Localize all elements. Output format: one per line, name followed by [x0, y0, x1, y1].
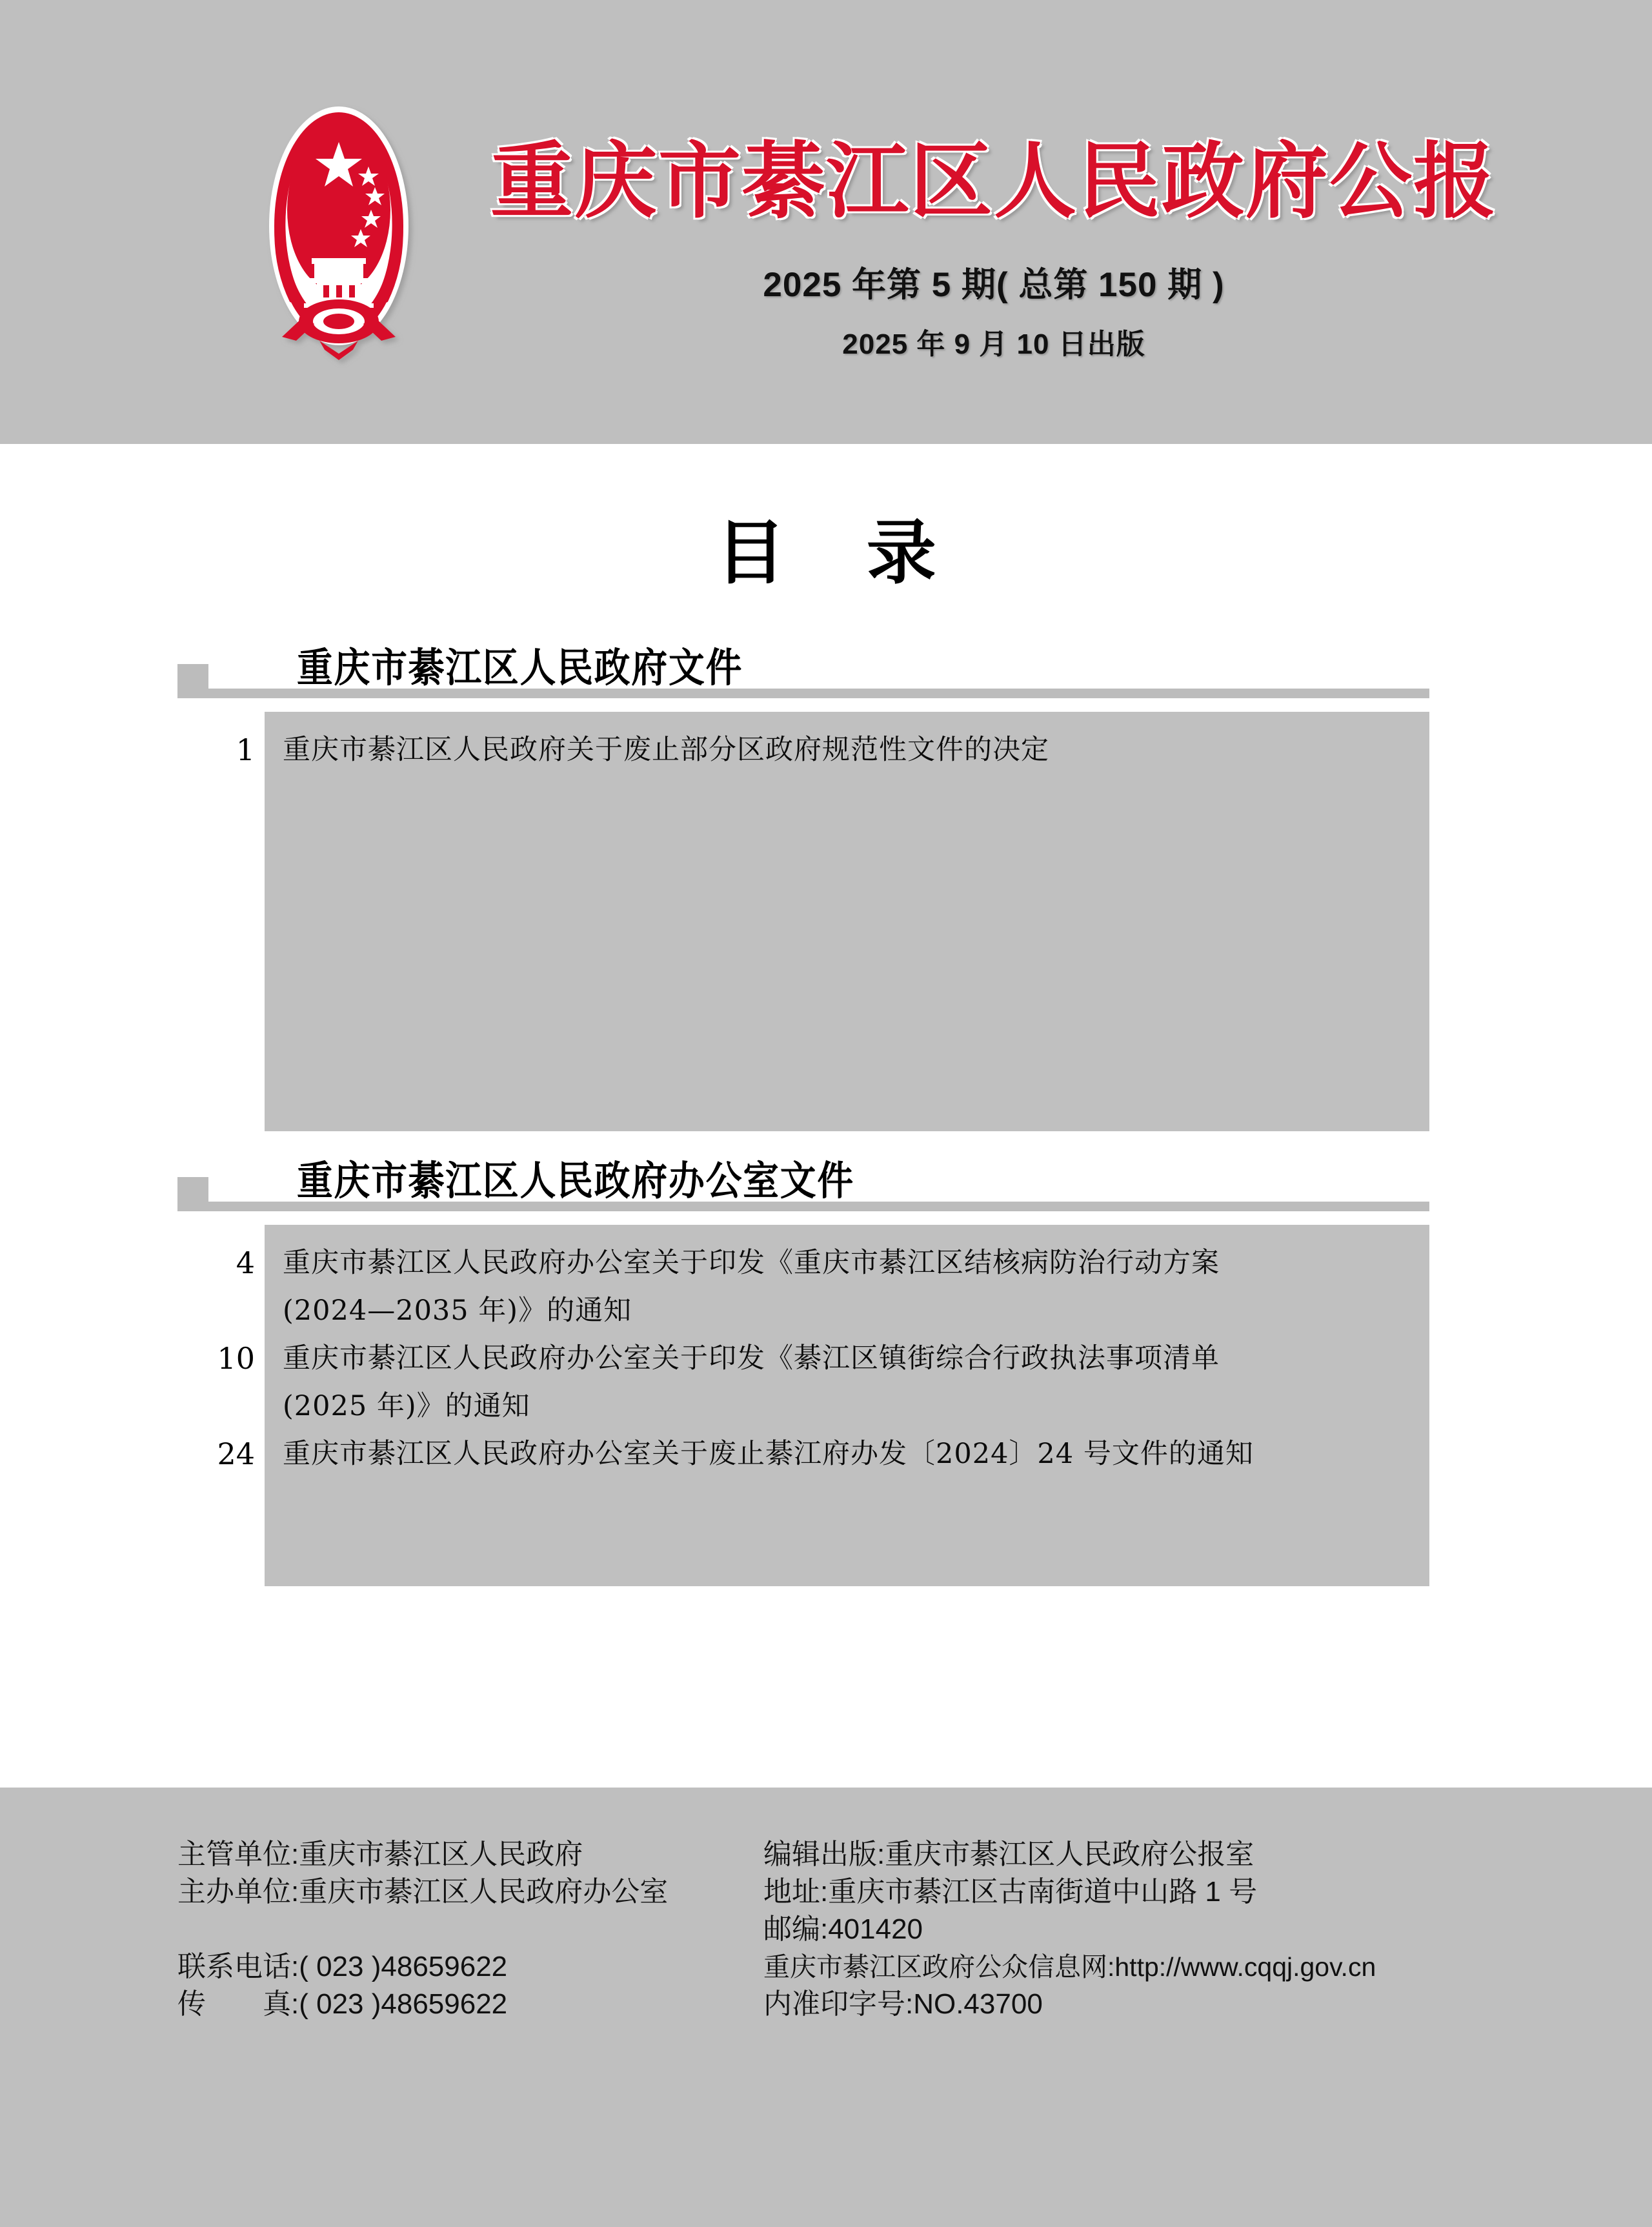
toc-section-government-office-documents	[0, 1149, 1652, 1586]
footer-band	[0, 1788, 1652, 2227]
footer-spacer	[177, 1911, 763, 1948]
entry-title-line2: (2025 年)》的通知	[283, 1390, 530, 1422]
footer-website[interactable]: 重庆市綦江区政府公众信息网:http://www.cqqj.gov.cn	[763, 1952, 1376, 1982]
entry-title[interactable]	[265, 1335, 1220, 1430]
footer-supervisor: 主管单位:重庆市綦江区人民政府	[177, 1839, 583, 1870]
footer-print-license: 内准印字号:NO.43700	[763, 1988, 1043, 2020]
entry-page-number: 24	[217, 1436, 255, 1471]
footer-left-column	[177, 1836, 763, 2023]
publish-date: 2025 年 9 月 10 日出版	[842, 328, 1145, 361]
masthead-band	[0, 0, 1652, 444]
toc-entry[interactable]	[217, 1335, 1429, 1430]
toc-entry[interactable]	[236, 1239, 1429, 1335]
toc-section-government-documents	[0, 636, 1652, 1131]
footer-address: 地址:重庆市綦江区古南街道中山路 1 号	[763, 1876, 1258, 1908]
entry-panel	[236, 712, 1429, 1131]
entry-title-line1: 重庆市綦江区人民政府办公室关于印发《重庆市綦江区结核病防治行动方案	[283, 1247, 1220, 1279]
entry-page-number: 10	[217, 1341, 255, 1376]
entry-title-line1: 重庆市綦江区人民政府办公室关于印发《綦江区镇街综合行政执法事项清单	[283, 1342, 1220, 1375]
toc-entry[interactable]	[236, 726, 1429, 774]
section-title: 重庆市綦江区人民政府文件	[297, 644, 743, 691]
issue-number: 2025 年第 5 期( 总第 150 期 )	[763, 266, 1225, 305]
entry-title-line1: 重庆市綦江区人民政府关于废止部分区政府规范性文件的决定	[283, 734, 1049, 766]
footer-phone: 联系电话:( 023 )48659622	[177, 1951, 508, 1982]
entry-title-line2: (2024—2035 年)》的通知	[283, 1295, 632, 1327]
masthead-text-block	[490, 136, 1497, 362]
footer-fax: 传 真:( 023 )48659622	[177, 1988, 508, 2020]
entry-page-number: 1	[236, 732, 255, 767]
entry-title-line1: 重庆市綦江区人民政府办公室关于废止綦江府办发〔2024〕24 号文件的通知	[283, 1438, 1254, 1470]
section-header	[0, 1149, 1652, 1225]
national-emblem-icon	[242, 97, 436, 368]
footer-content	[177, 1836, 1533, 2023]
section-title: 重庆市綦江区人民政府办公室文件	[297, 1157, 855, 1204]
entry-title[interactable]	[265, 726, 1049, 774]
toc-heading: 目 录	[716, 512, 965, 594]
section-marker-square	[177, 1177, 208, 1202]
section-header	[0, 636, 1652, 712]
entry-title[interactable]	[265, 1239, 1220, 1335]
section-marker-square	[177, 664, 208, 689]
toc-entry[interactable]	[217, 1430, 1429, 1478]
footer-right-column	[763, 1836, 1533, 2023]
entry-panel	[217, 1225, 1429, 1586]
page-title: 重庆市綦江区人民政府公报	[490, 134, 1498, 230]
entry-page-number: 4	[236, 1245, 255, 1280]
entry-title[interactable]	[265, 1430, 1254, 1478]
footer-publisher: 编辑出版:重庆市綦江区人民政府公报室	[763, 1839, 1254, 1870]
footer-organizer: 主办单位:重庆市綦江区人民政府办公室	[177, 1876, 669, 1908]
footer-postcode: 邮编:401420	[763, 1913, 923, 1945]
